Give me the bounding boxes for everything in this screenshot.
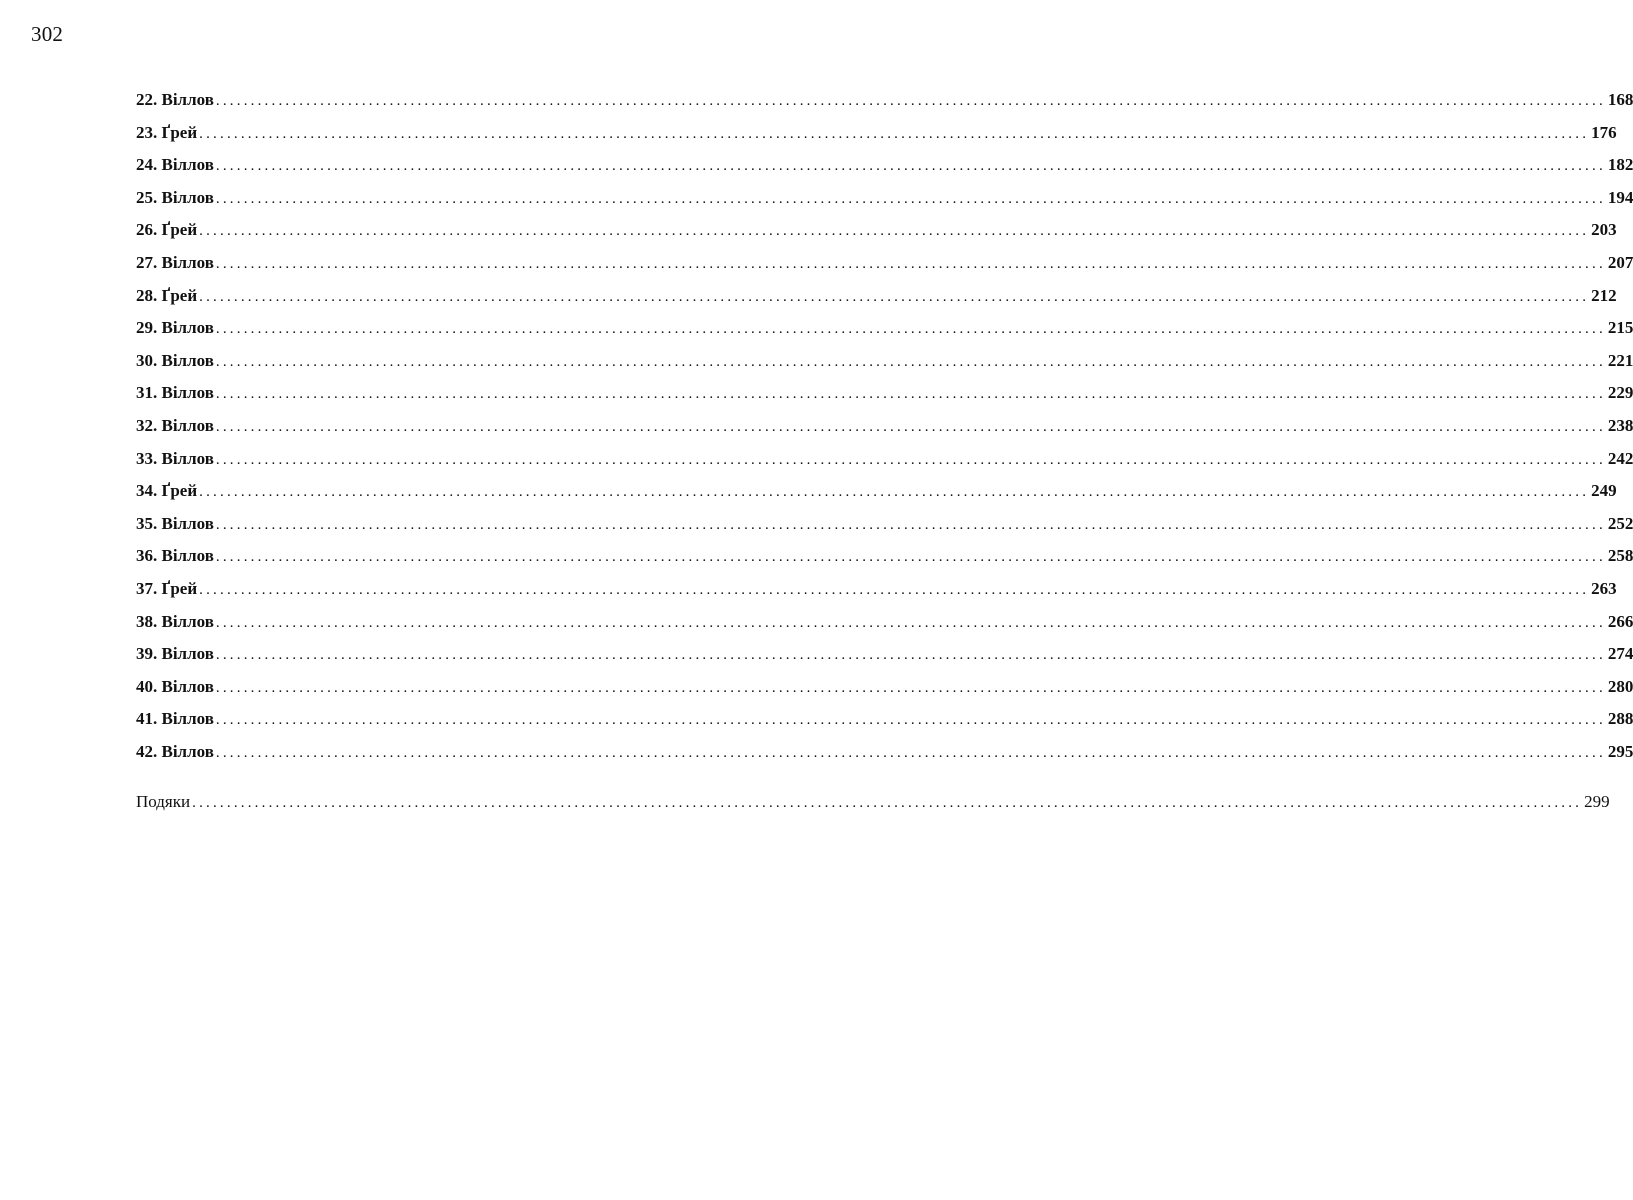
toc-entry-label: 37. Ґрей bbox=[136, 578, 198, 598]
table-of-contents bbox=[136, 84, 1633, 819]
toc-entry-label: 36. Віллов bbox=[136, 546, 214, 566]
toc-entry-acknowledgements bbox=[136, 786, 1610, 819]
toc-entry-page: 288 bbox=[1607, 709, 1633, 729]
toc-entry-page: 258 bbox=[1607, 546, 1633, 566]
dot-leader: ........................................................................................................................................................................................................ bbox=[215, 549, 1606, 566]
toc-entry-label: 39. Віллов bbox=[136, 644, 214, 664]
toc-entry bbox=[136, 475, 1617, 508]
dot-leader: ........................................................................................................................................................................................................ bbox=[215, 321, 1606, 338]
toc-entry bbox=[136, 671, 1633, 704]
toc-entry bbox=[136, 84, 1633, 117]
toc-entry bbox=[136, 182, 1633, 215]
dot-leader: ........................................................................................................................................................................................................ bbox=[215, 647, 1606, 664]
dot-leader: ........................................................................................................................................................................................................ bbox=[215, 190, 1606, 207]
toc-entry-label: 41. Віллов bbox=[136, 709, 214, 729]
toc-entry bbox=[136, 149, 1633, 182]
dot-leader: ........................................................................................................................................................................................................ bbox=[199, 223, 1590, 240]
dot-leader: ........................................................................................................................................................................................................ bbox=[192, 795, 1583, 812]
toc-entry bbox=[136, 606, 1633, 639]
toc-entry bbox=[136, 312, 1633, 345]
toc-entry-page: 212 bbox=[1591, 285, 1617, 305]
dot-leader: ........................................................................................................................................................................................................ bbox=[215, 93, 1606, 109]
toc-entry bbox=[136, 410, 1633, 443]
toc-entry-label: 28. Ґрей bbox=[136, 285, 198, 305]
dot-leader: ........................................................................................................................................................................................................ bbox=[199, 288, 1590, 305]
toc-entry-page: 229 bbox=[1607, 383, 1633, 403]
toc-entry-label: 26. Ґрей bbox=[136, 220, 198, 240]
toc-entry bbox=[136, 638, 1633, 671]
dot-leader: ........................................................................................................................................................................................................ bbox=[215, 158, 1606, 175]
dot-leader: ........................................................................................................................................................................................................ bbox=[215, 516, 1606, 533]
toc-entry-label: 35. Віллов bbox=[136, 513, 214, 533]
toc-entry-label: 32. Віллов bbox=[136, 415, 214, 435]
dot-leader: ........................................................................................................................................................................................................ bbox=[215, 712, 1606, 729]
toc-entry-label: 30. Віллов bbox=[136, 350, 214, 370]
toc-entry bbox=[136, 703, 1633, 736]
dot-leader: ........................................................................................................................................................................................................ bbox=[215, 679, 1606, 696]
toc-entry-label: 31. Віллов bbox=[136, 383, 214, 403]
toc-entry-label: Подяки bbox=[136, 792, 191, 812]
toc-entry bbox=[136, 280, 1617, 313]
toc-entry-label: 29. Віллов bbox=[136, 318, 214, 338]
dot-leader: ........................................................................................................................................................................................................ bbox=[215, 353, 1606, 370]
toc-entry-label: 22. Віллов bbox=[136, 90, 214, 109]
toc-entry-label: 24. Віллов bbox=[136, 155, 214, 175]
toc-entry bbox=[136, 345, 1633, 378]
toc-entry-page: 252 bbox=[1607, 513, 1633, 533]
toc-entry-label: 27. Віллов bbox=[136, 252, 214, 272]
toc-entry bbox=[136, 247, 1633, 280]
toc-entry-page: 263 bbox=[1591, 578, 1617, 598]
toc-entry bbox=[136, 573, 1617, 606]
dot-leader: ........................................................................................................................................................................................................ bbox=[199, 484, 1590, 501]
dot-leader: ........................................................................................................................................................................................................ bbox=[215, 614, 1606, 631]
toc-entry-label: 33. Віллов bbox=[136, 448, 214, 468]
chapter-list bbox=[136, 84, 1633, 768]
toc-entry bbox=[136, 508, 1633, 541]
toc-entry-page: 182 bbox=[1607, 155, 1633, 175]
toc-entry-label: 42. Віллов bbox=[136, 741, 214, 761]
toc-entry-label: 40. Віллов bbox=[136, 676, 214, 696]
toc-entry-page: 249 bbox=[1591, 481, 1617, 501]
toc-entry-page: 215 bbox=[1607, 318, 1633, 338]
toc-entry-page: 299 bbox=[1584, 792, 1610, 812]
toc-entry-page: 274 bbox=[1607, 644, 1633, 664]
dot-leader: ........................................................................................................................................................................................................ bbox=[215, 744, 1606, 761]
toc-entry-label: 25. Віллов bbox=[136, 187, 214, 207]
toc-entry-page: 176 bbox=[1591, 122, 1617, 142]
toc-entry-page: 207 bbox=[1607, 252, 1633, 272]
toc-entry-label: 23. Ґрей bbox=[136, 122, 198, 142]
toc-entry bbox=[136, 117, 1617, 150]
toc-entry-page: 203 bbox=[1591, 220, 1617, 240]
page-number: 302 bbox=[31, 22, 64, 46]
toc-entry-page: 194 bbox=[1607, 187, 1633, 207]
toc-entry bbox=[136, 443, 1633, 476]
toc-entry bbox=[136, 214, 1617, 247]
dot-leader: ........................................................................................................................................................................................................ bbox=[215, 255, 1606, 272]
dot-leader: ........................................................................................................................................................................................................ bbox=[215, 386, 1606, 403]
toc-entry-page: 266 bbox=[1607, 611, 1633, 631]
toc-entry-page: 242 bbox=[1607, 448, 1633, 468]
toc-entry-page: 168 bbox=[1607, 90, 1633, 109]
toc-entry-label: 34. Ґрей bbox=[136, 481, 198, 501]
toc-entry-label: 38. Віллов bbox=[136, 611, 214, 631]
toc-entry bbox=[136, 540, 1633, 573]
dot-leader: ........................................................................................................................................................................................................ bbox=[199, 581, 1590, 598]
dot-leader: ........................................................................................................................................................................................................ bbox=[215, 418, 1606, 435]
toc-entry bbox=[136, 736, 1633, 769]
dot-leader: ........................................................................................................................................................................................................ bbox=[215, 451, 1606, 468]
toc-entry bbox=[136, 377, 1633, 410]
toc-entry-page: 280 bbox=[1607, 676, 1633, 696]
toc-entry-page: 238 bbox=[1607, 415, 1633, 435]
toc-entry-page: 221 bbox=[1607, 350, 1633, 370]
toc-entry-page: 295 bbox=[1607, 741, 1633, 761]
dot-leader: ........................................................................................................................................................................................................ bbox=[199, 125, 1590, 142]
